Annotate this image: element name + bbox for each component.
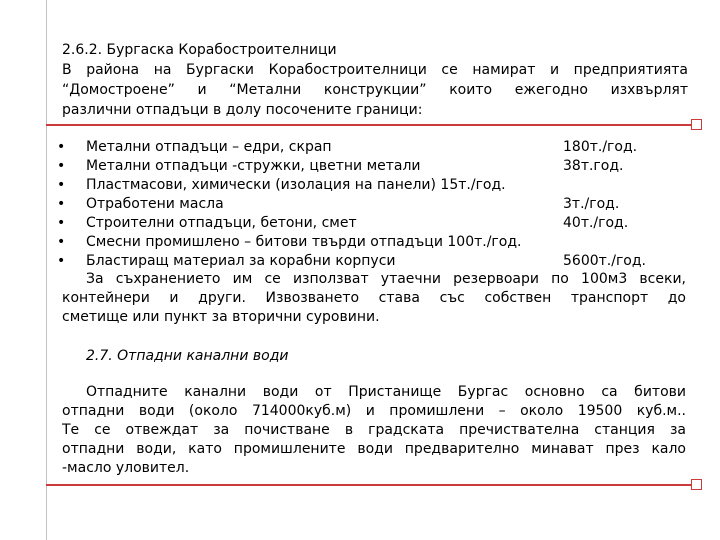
bullet-icon: • bbox=[57, 215, 66, 231]
waste-label: Бластиращ материал за корабни корпуси bbox=[86, 253, 396, 269]
bullet-icon: • bbox=[57, 139, 66, 155]
intro-paragraph bbox=[62, 60, 688, 120]
rule-end-square-icon bbox=[691, 479, 702, 490]
waste-amount: 3т./год. bbox=[563, 196, 620, 212]
waste-label: Метални отпадъци -стружки, цветни метали bbox=[86, 158, 421, 174]
paragraph-line: -масло уловител. bbox=[62, 460, 190, 476]
bottom-divider-rule bbox=[46, 484, 692, 486]
intro-line: В района на Бургаски Корабостроителници се намират и предприятията bbox=[62, 62, 688, 78]
paragraph-line: Отпадните канални води от Пристанище Бургас основно са битови bbox=[86, 384, 686, 400]
section-heading: 2.6.2. Бургаска Корабостроителници bbox=[62, 42, 337, 58]
waste-label: Отработени масла bbox=[86, 196, 224, 212]
waste-amount: 180т./год. bbox=[563, 139, 638, 155]
waste-label: Пластмасови, химически (изолация на панели) 15т./год. bbox=[86, 177, 506, 193]
waste-amount: 5600т./год. bbox=[563, 253, 647, 269]
list-item bbox=[0, 138, 720, 157]
wastewater-paragraph bbox=[62, 383, 686, 478]
waste-label: Строителни отпадъци, бетони, смет bbox=[86, 215, 357, 231]
storage-line: За съхранението им се използват утаечни резервоари по 100м3 всеки, bbox=[86, 271, 686, 287]
waste-list bbox=[0, 138, 720, 271]
list-item bbox=[0, 176, 720, 195]
waste-amount: 38т.год. bbox=[563, 158, 624, 174]
waste-amount: 40т./год. bbox=[563, 215, 629, 231]
bullet-icon: • bbox=[57, 234, 66, 250]
rule-end-square-icon bbox=[691, 119, 702, 130]
top-divider-rule bbox=[46, 124, 692, 126]
list-item bbox=[0, 252, 720, 271]
intro-line: “Домостроене” и “Метални конструкции” които ежегодно изхвърлят bbox=[62, 82, 688, 98]
list-item bbox=[0, 195, 720, 214]
storage-line: контейнери и други. Извозването става със собствен транспорт до bbox=[62, 290, 686, 306]
bullet-icon: • bbox=[57, 196, 66, 212]
waste-label: Метални отпадъци – едри, скрап bbox=[86, 139, 332, 155]
paragraph-line: отпадни води, като промишлените води предварително минават през кало bbox=[62, 441, 686, 457]
list-item bbox=[0, 233, 720, 252]
subsection-heading: 2.7. Отпадни канални води bbox=[86, 348, 289, 364]
bullet-icon: • bbox=[57, 253, 66, 269]
paragraph-line: отпадни води (около 714000куб.м) и промишлени – около 19500 куб.м.. bbox=[62, 403, 686, 419]
intro-line: различни отпадъци в долу посочените граници: bbox=[62, 102, 423, 118]
storage-paragraph bbox=[62, 270, 686, 327]
list-item bbox=[0, 214, 720, 233]
waste-label: Смесни промишлено – битови твърди отпадъци 100т./год. bbox=[86, 234, 522, 250]
bullet-icon: • bbox=[57, 158, 66, 174]
bullet-icon: • bbox=[57, 177, 66, 193]
list-item bbox=[0, 157, 720, 176]
storage-line: сметище или пункт за вторични суровини. bbox=[62, 309, 380, 325]
paragraph-line: Те се отвеждат за почистване в градската пречиствателна станция за bbox=[62, 422, 686, 438]
